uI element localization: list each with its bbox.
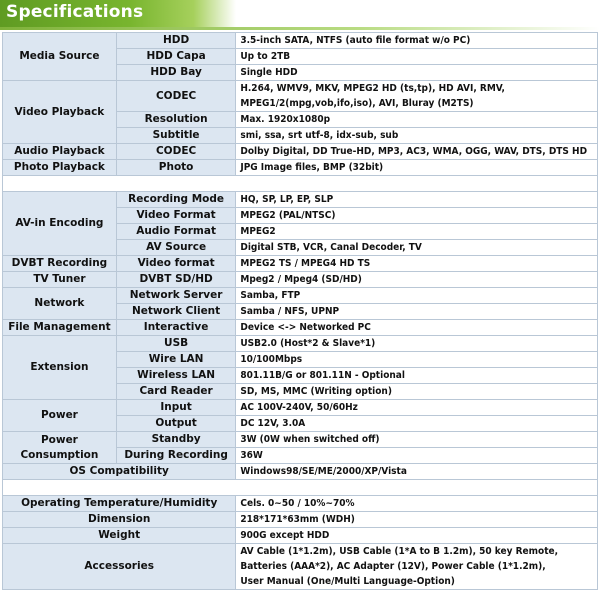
value-line: Batteries (AAA*2), AC Adapter (12V), Power Cable (1*1.2m),: [240, 561, 546, 572]
label-cell: AV Source: [116, 240, 236, 256]
table-row: [3, 464, 598, 480]
table-row: [3, 256, 598, 272]
category-cell: Operating Temperature/Humidity: [3, 496, 236, 512]
table-row: [3, 496, 598, 512]
label-cell: HDD Capa: [116, 49, 236, 65]
table-row: [3, 33, 598, 49]
value-cell: 801.11B/G or 801.11N - Optional: [236, 368, 598, 384]
label-cell: Network Client: [116, 304, 236, 320]
label-cell: DVBT SD/HD: [116, 272, 236, 288]
title-banner: [0, 0, 236, 27]
value-cell: Mpeg2 / Mpeg4 (SD/HD): [236, 272, 598, 288]
table-row: [3, 81, 598, 112]
category-cell: Audio Playback: [3, 144, 117, 160]
table-row: [3, 160, 598, 176]
label-cell: Input: [116, 400, 236, 416]
category-cell: Network: [3, 288, 117, 320]
label-cell: CODEC: [116, 81, 236, 112]
value-cell: MPEG2 TS / MPEG4 HD TS: [236, 256, 598, 272]
table-row: [3, 272, 598, 288]
value-cell: Digital STB, VCR, Canal Decoder, TV: [236, 240, 598, 256]
category-cell: Accessories: [3, 544, 236, 590]
label-cell: Card Reader: [116, 384, 236, 400]
value-cell: JPG Image files, BMP (32bit): [236, 160, 598, 176]
value-cell: USB2.0 (Host*2 & Slave*1): [236, 336, 598, 352]
label-cell: Resolution: [116, 112, 236, 128]
table-row: [3, 544, 598, 590]
table-row: [3, 144, 598, 160]
title-underline: [0, 27, 600, 30]
value-cell: HQ, SP, LP, EP, SLP: [236, 192, 598, 208]
value-cell: SD, MS, MMC (Writing option): [236, 384, 598, 400]
value-cell: 218*171*63mm (WDH): [236, 512, 598, 528]
value-cell: Samba, FTP: [236, 288, 598, 304]
value-line: H.264, WMV9, MKV, MPEG2 HD (ts,tp), HD AVI, RMV,: [240, 83, 505, 94]
category-cell: Dimension: [3, 512, 236, 528]
table-row: [3, 432, 598, 448]
label-cell: Audio Format: [116, 224, 236, 240]
value-cell: Dolby Digital, DD True-HD, MP3, AC3, WMA, OGG, WAV, DTS, DTS HD: [236, 144, 598, 160]
page-title: Specifications: [6, 2, 144, 22]
category-cell: Weight: [3, 528, 236, 544]
category-cell: AV-in Encoding: [3, 192, 117, 256]
value-cell: Single HDD: [236, 65, 598, 81]
label-cell: HDD: [116, 33, 236, 49]
value-cell: DC 12V, 3.0A: [236, 416, 598, 432]
value-cell: smi, ssa, srt utf-8, idx-sub, sub: [236, 128, 598, 144]
value-cell: MPEG2: [236, 224, 598, 240]
table-row: [3, 400, 598, 416]
section-divider: [3, 480, 598, 496]
label-cell: Wireless LAN: [116, 368, 236, 384]
value-line: AV Cable (1*1.2m), USB Cable (1*A to B 1.2m), 50 key Remote,: [240, 546, 559, 557]
value-cell: Device <-> Networked PC: [236, 320, 598, 336]
value-cell: Samba / NFS, UPNP: [236, 304, 598, 320]
category-cell: DVBT Recording: [3, 256, 117, 272]
value-cell: 900G except HDD: [236, 528, 598, 544]
category-line: Power: [40, 433, 78, 446]
category-cell: Media Source: [3, 33, 117, 81]
label-cell: Subtitle: [116, 128, 236, 144]
label-cell: Output: [116, 416, 236, 432]
label-cell: Wire LAN: [116, 352, 236, 368]
value-line: User Manual (One/Multi Language-Option): [240, 576, 455, 587]
table-row: [3, 192, 598, 208]
label-cell: Photo: [116, 160, 236, 176]
category-cell: [3, 432, 117, 464]
label-cell: Video Format: [116, 208, 236, 224]
value-cell: Cels. 0~50 / 10%~70%: [236, 496, 598, 512]
label-cell: Video format: [116, 256, 236, 272]
value-cell: [236, 544, 598, 590]
value-cell: Up to 2TB: [236, 49, 598, 65]
value-cell: MPEG2 (PAL/NTSC): [236, 208, 598, 224]
label-cell: Standby: [116, 432, 236, 448]
label-cell: CODEC: [116, 144, 236, 160]
value-cell: 36W: [236, 448, 598, 464]
value-cell: 3.5-inch SATA, NTFS (auto file format w/o PC): [236, 33, 598, 49]
spec-table: [2, 32, 598, 590]
label-cell: Interactive: [116, 320, 236, 336]
category-cell: OS Compatibility: [3, 464, 236, 480]
value-cell: 10/100Mbps: [236, 352, 598, 368]
table-row: [3, 288, 598, 304]
table-row: [3, 512, 598, 528]
value-cell: 3W (0W when switched off): [236, 432, 598, 448]
category-line: Consumption: [20, 448, 99, 461]
label-cell: During Recording: [116, 448, 236, 464]
label-cell: HDD Bay: [116, 65, 236, 81]
table-row: [3, 320, 598, 336]
value-cell: [236, 81, 598, 112]
category-cell: File Management: [3, 320, 117, 336]
category-cell: Power: [3, 400, 117, 432]
value-cell: Max. 1920x1080p: [236, 112, 598, 128]
table-row: [3, 528, 598, 544]
label-cell: USB: [116, 336, 236, 352]
value-line: MPEG1/2(mpg,vob,ifo,iso), AVI, Bluray (M2TS): [240, 98, 474, 109]
category-cell: Video Playback: [3, 81, 117, 144]
label-cell: Recording Mode: [116, 192, 236, 208]
category-cell: Photo Playback: [3, 160, 117, 176]
category-cell: Extension: [3, 336, 117, 400]
table-row: [3, 336, 598, 352]
value-cell: AC 100V-240V, 50/60Hz: [236, 400, 598, 416]
label-cell: Network Server: [116, 288, 236, 304]
category-cell: TV Tuner: [3, 272, 117, 288]
section-divider: [3, 176, 598, 192]
value-cell: Windows98/SE/ME/2000/XP/Vista: [236, 464, 598, 480]
